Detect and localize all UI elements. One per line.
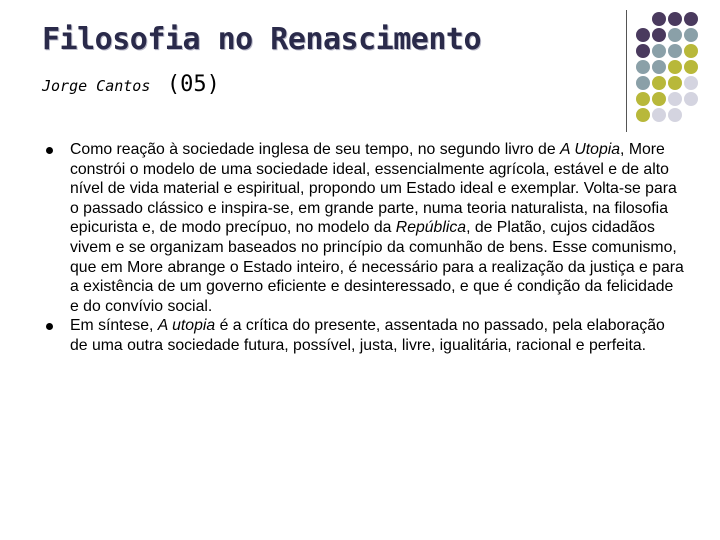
decorative-dot [668,28,682,42]
decorative-dot [636,44,650,58]
bullet-icon [46,147,53,154]
author-name: Jorge Cantos [42,77,151,95]
bullet-text [70,141,684,315]
decorative-dot [636,60,650,74]
italic-text: A Utopia [560,141,621,158]
text-run: é a crítica do presente, assentada no passado, pela elaboração de uma outra sociedade futura, possível, justa, livre, igualitária, racional e perfeita. [70,317,665,354]
bullet-icon [46,323,53,330]
italic-text: A utopia [157,317,216,335]
decorative-dot [652,28,666,42]
text-run: Em síntese, [70,317,158,335]
decorative-dot [636,108,650,122]
decorative-dot [636,12,650,26]
text-run: , de Platão, cujos cidadãos vivem e se organizam baseados no princípio da comunhão de bens. Esse comunismo, que em More abrange o Estado inteiro, é necessário para a realização da justiça e para a existência de um governo eficiente e desinteressado, e que é condição da felicidade e do convívio social. [70,219,684,315]
decorative-dot [668,60,682,74]
decorative-dot [684,28,698,42]
decorative-dot [668,76,682,90]
decorative-dot [684,92,698,106]
decorative-dot [652,12,666,26]
decorative-dot [684,60,698,74]
italic-text: República [395,219,467,237]
decorative-dot [684,12,698,26]
bullet-list [46,140,686,356]
decorative-dot [636,28,650,42]
bullet-item [46,316,686,355]
decorative-dot-grid [636,12,698,122]
slide-subtitle [42,72,220,97]
decorative-dot [684,108,698,122]
decorative-dot [668,44,682,58]
decorative-dot [652,108,666,122]
decorative-dot [652,60,666,74]
decorative-divider [626,10,627,132]
slide-title: Filosofia no Renascimento [42,22,482,57]
text-run: , More constrói o modelo de uma sociedade ideal, essencialmente agrícola, estável e de alto nível de vida material e espiritual, propondo um Estado ideal e exemplar. Volta-se para o passado clássico e inspira-se, em grande parte, numa teoria naturalista, na filosofia epicurista e, de modo precípuo, no modelo da [70,141,677,237]
bullet-item [46,140,686,316]
bullet-text [70,317,665,354]
decorative-dot [684,76,698,90]
decorative-dot [652,76,666,90]
decorative-dot [652,92,666,106]
decorative-dot [684,44,698,58]
decorative-dot [636,76,650,90]
slide-number: (05) [166,72,220,97]
decorative-dot [668,108,682,122]
decorative-dot [652,44,666,58]
decorative-dot [636,92,650,106]
decorative-dot [668,12,682,26]
text-run: Como reação à sociedade inglesa de seu tempo, no segundo livro de [70,141,561,158]
decorative-dot [668,92,682,106]
